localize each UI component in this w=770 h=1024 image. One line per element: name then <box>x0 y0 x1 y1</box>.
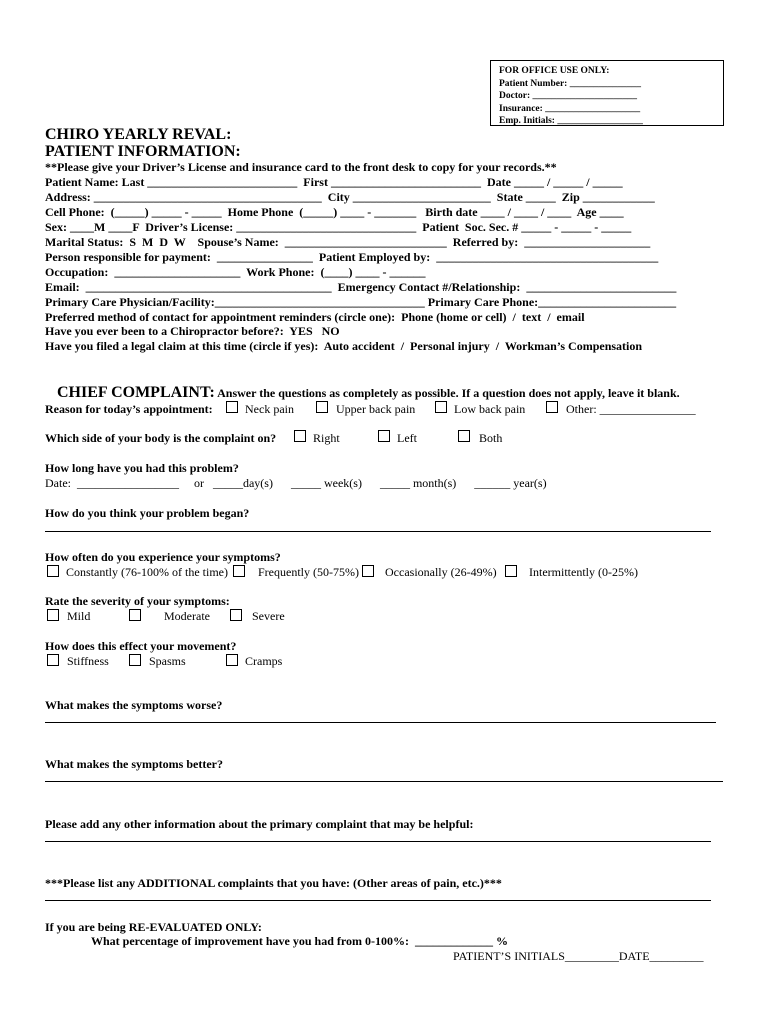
patient-name-line[interactable]: Patient Name: Last _________________________ First _________________________ Date _____ / _____ / _____ <box>45 175 623 189</box>
how-long-line[interactable]: Date: _________________ or _____day(s) _____ week(s) _____ month(s) ______ year(s) <box>45 476 547 490</box>
occupation-workphone-line[interactable]: Occupation: _____________________ Work Phone: (____) ____ - ______ <box>45 265 426 279</box>
side-left-label: Left <box>397 431 417 445</box>
office-doctor: Doctor: ______________________ <box>499 91 637 101</box>
improvement-question[interactable]: What percentage of improvement have you had from 0-100%: _____________ % <box>91 934 508 948</box>
spasms-checkbox[interactable] <box>129 654 141 666</box>
address-line[interactable]: Address: ______________________________________ City _______________________ State _____ Zip ____________ <box>45 190 655 204</box>
better-answer-line[interactable] <box>45 781 723 782</box>
upper-back-pain-checkbox[interactable] <box>316 401 328 413</box>
how-long-label: How long have you had this problem? <box>45 461 239 475</box>
section-title-patient-info: PATIENT INFORMATION: <box>45 143 241 160</box>
began-label: How do you think your problem began? <box>45 506 250 520</box>
chiropractor-before-line[interactable]: Have you ever been to a Chiropractor before?: YES NO <box>45 324 340 338</box>
worse-answer-line[interactable] <box>45 722 716 723</box>
severe-checkbox[interactable] <box>230 609 242 621</box>
spasms-label: Spasms <box>149 654 186 668</box>
patient-initials-date[interactable]: PATIENT’S INITIALS_________DATE_________ <box>453 949 704 963</box>
how-often-label: How often do you experience your symptoms? <box>45 550 281 564</box>
began-answer-line[interactable] <box>45 531 711 532</box>
other-info-label: Please add any other information about the primary complaint that may be helpful: <box>45 817 474 831</box>
side-right-label: Right <box>313 431 340 445</box>
low-back-pain-checkbox[interactable] <box>435 401 447 413</box>
office-emp-initials: Emp. Initials: __________________ <box>499 116 643 126</box>
movement-label: How does this effect your movement? <box>45 639 237 653</box>
office-patient-number: Patient Number: _______________ <box>499 78 641 89</box>
intermittently-checkbox[interactable] <box>505 565 517 577</box>
better-label: What makes the symptoms better? <box>45 757 223 771</box>
side-both-checkbox[interactable] <box>458 430 470 442</box>
contact-preference-line[interactable]: Preferred method of contact for appointment reminders (circle one): Phone (home or cell) / text / email <box>45 310 585 324</box>
severe-label: Severe <box>252 609 285 623</box>
form-title: CHIRO YEARLY REVAL: <box>45 126 232 143</box>
mild-label: Mild <box>67 609 91 623</box>
occasionally-checkbox[interactable] <box>362 565 374 577</box>
email-emergency-line[interactable]: Email: _________________________________________ Emergency Contact #/Relationship: _________________________ <box>45 280 677 294</box>
other-reason-label[interactable]: Other: ________________ <box>566 402 696 416</box>
constantly-checkbox[interactable] <box>47 565 59 577</box>
legal-claim-line[interactable]: Have you filed a legal claim at this time (circle if yes): Auto accident / Personal injury / Workman’s Compensation <box>45 339 643 353</box>
id-instruction-note: **Please give your Driver’s License and insurance card to the front desk to copy for your records.** <box>45 160 557 174</box>
side-right-checkbox[interactable] <box>294 430 306 442</box>
severity-label: Rate the severity of your symptoms: <box>45 594 230 608</box>
constantly-label: Constantly (76-100% of the time) <box>66 565 228 579</box>
frequently-checkbox[interactable] <box>233 565 245 577</box>
low-back-pain-label: Low back pain <box>454 402 526 416</box>
office-insurance: Insurance: ____________________ <box>499 103 641 114</box>
intermittently-label: Intermittently (0-25%) <box>529 565 638 579</box>
marital-spouse-referred-line[interactable]: Marital Status: S M D W Spouse’s Name: ___________________________ Referred by: _____________________ <box>45 235 651 249</box>
additional-complaints-label: ***Please list any ADDITIONAL complaints that you have: (Other areas of pain, etc.)*** <box>45 876 502 890</box>
stiffness-label: Stiffness <box>67 654 109 668</box>
stiffness-checkbox[interactable] <box>47 654 59 666</box>
occasionally-label: Occasionally (26-49%) <box>385 565 497 579</box>
cramps-label: Cramps <box>245 654 283 668</box>
chief-complaint-heading: CHIEF COMPLAINT: <box>57 384 215 401</box>
office-title: FOR OFFICE USE ONLY: <box>499 66 610 76</box>
primary-care-line[interactable]: Primary Care Physician/Facility:___________________________________ Primary Care Phone:_______________________ <box>45 295 677 309</box>
side-label: Which side of your body is the complaint on? <box>45 431 277 445</box>
other-reason-checkbox[interactable] <box>546 401 558 413</box>
neck-pain-checkbox[interactable] <box>226 401 238 413</box>
moderate-label: Moderate <box>164 609 210 623</box>
other-info-answer-line[interactable] <box>45 841 711 842</box>
upper-back-pain-label: Upper back pain <box>336 402 416 416</box>
side-both-label: Both <box>479 431 503 445</box>
neck-pain-label: Neck pain <box>245 402 294 416</box>
chief-complaint-instruction: Answer the questions as completely as possible. If a question does not apply, leave it blank. <box>214 386 680 400</box>
moderate-checkbox[interactable] <box>129 609 141 621</box>
cramps-checkbox[interactable] <box>226 654 238 666</box>
reeval-label: If you are being RE-EVALUATED ONLY: <box>45 920 262 934</box>
additional-complaints-answer-line[interactable] <box>45 900 711 901</box>
frequently-label: Frequently (50-75%) <box>258 565 359 579</box>
reason-label: Reason for today’s appointment: <box>45 402 213 416</box>
payment-employer-line[interactable]: Person responsible for payment: ________________ Patient Employed by: _____________________________________ <box>45 250 659 264</box>
phone-birthdate-line[interactable]: Cell Phone: (_____) _____ - _____ Home Phone (_____) ____ - _______ Birth date ____ / ____ / ____ Age ____ <box>45 205 624 219</box>
office-use-box <box>490 60 724 126</box>
sex-license-ssn-line[interactable]: Sex: ____M ____F Driver’s License: ______________________________ Patient Soc. Sec. # _____ - _____ - _____ <box>45 220 632 234</box>
mild-checkbox[interactable] <box>47 609 59 621</box>
side-left-checkbox[interactable] <box>378 430 390 442</box>
worse-label: What makes the symptoms worse? <box>45 698 223 712</box>
